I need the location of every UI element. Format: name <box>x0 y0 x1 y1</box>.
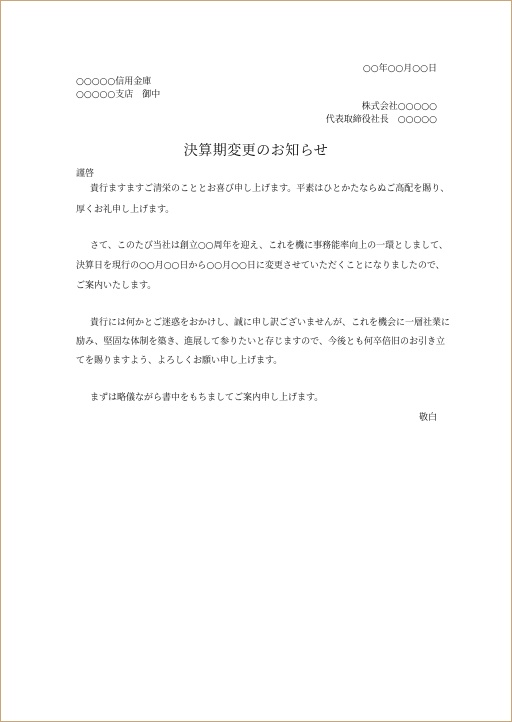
recipient-bank: ○○○○○信用金庫 <box>76 77 152 87</box>
paragraph2-line2: 決算日を現行の○○月○○日から○○月○○日に変更させていただくことになりましたので、 <box>76 261 445 271</box>
document-title: 決算期変更のお知らせ <box>183 143 329 159</box>
paragraph3-line1: 貴行には何かとご迷惑をおかけし、誠に申し訳ございませんが、これを機会に一層社業に <box>90 318 451 328</box>
letter-date: ○○年○○月○○日 <box>362 64 437 74</box>
sender-company: 株式会社○○○○○ <box>361 102 437 112</box>
salutation: 謹啓 <box>76 169 95 179</box>
closing-word: 敬白 <box>418 413 437 423</box>
paragraph2-line1: さて、このたび当社は創立○○周年を迎え、これを機に事務能率向上の一環としまして、 <box>90 241 448 251</box>
paragraph3-line2: 励み、堅固な体制を築き、進展して参りたいと存じますので、今後とも何卒倍旧のお引き立 <box>76 337 446 347</box>
paragraph4-line1: まずは略儀ながら書中をもちましてご案内申し上げます。 <box>90 393 324 403</box>
sender-representative: 代表取締役社長 ○○○○○ <box>325 115 437 125</box>
paragraph1-line2: 厚くお礼申し上げます。 <box>76 205 175 215</box>
paragraph3-line3: てを賜りますよう、よろしくお願い申し上げます。 <box>76 356 283 366</box>
paragraph2-line3: ご案内いたします。 <box>76 281 157 291</box>
paragraph1-line1: 貴行ますますご清栄のこととお喜び申し上げます。平素はひとかたならぬご高配を賜り、 <box>90 184 450 194</box>
recipient-branch: ○○○○○支店 御中 <box>76 90 161 100</box>
